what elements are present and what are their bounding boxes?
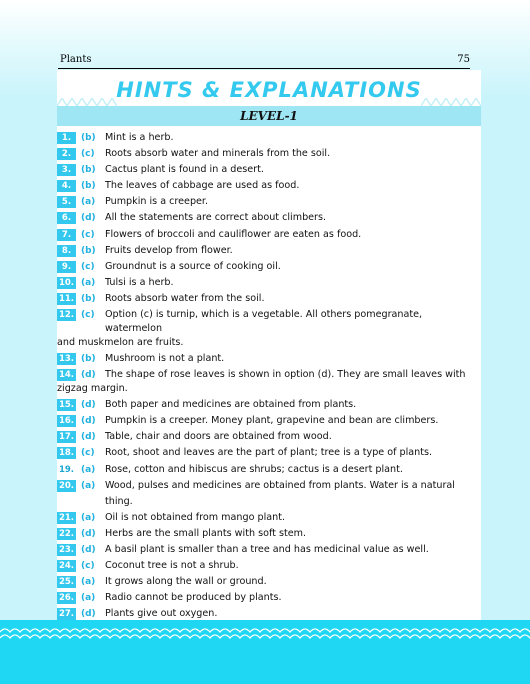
answer-item: [57, 259, 481, 275]
question-number-badge: 11.: [58, 293, 75, 304]
question-number-badge: 24.: [58, 561, 75, 572]
question-number-badge: 15.: [58, 400, 75, 411]
answer-item: [57, 275, 481, 291]
answer-item: [57, 291, 481, 307]
page-header: [58, 54, 470, 68]
explanation-continuation: zigzag margin.: [57, 383, 128, 395]
question-number-badge: 25.: [58, 577, 75, 588]
answer-option: (d): [81, 370, 96, 381]
explanation-text: It grows along the wall or ground.: [105, 576, 267, 588]
question-number-badge: 9.: [57, 261, 76, 273]
answer-item: [57, 574, 481, 590]
explanation-text: Roots absorb water and minerals from the soil.: [105, 148, 331, 160]
explanation-text: Cactus plant is found in a desert.: [105, 164, 264, 176]
explanation-text: Flowers of broccoli and cauliflower are eaten as food.: [105, 228, 362, 240]
answer-option: (b): [81, 245, 96, 256]
explanation-text: Coconut tree is not a shrub.: [105, 560, 239, 572]
explanation-text: Root, shoot and leaves are the part of plant; tree is a type of plants.: [105, 447, 433, 459]
answer-option: (c): [81, 561, 95, 572]
explanation-text: Plants give out oxygen.: [105, 608, 218, 620]
answer-option: (c): [81, 448, 95, 459]
answer-item: [57, 162, 481, 178]
question-number-badge: 12.: [58, 310, 75, 321]
explanation-text: Oil is not obtained from mango plant.: [105, 511, 286, 523]
question-number-badge: 16.: [58, 416, 75, 427]
explanation-text: Wood, pulses and medicines are obtained from plants. Water is a natural thing.: [105, 479, 455, 507]
explanation-text: The leaves of cabbage are used as food.: [105, 180, 300, 192]
left-margin-band: [0, 98, 57, 630]
zigzag-ornament-right: [421, 98, 481, 106]
header-rule: [58, 68, 470, 69]
answer-option: (d): [81, 416, 96, 427]
question-number-badge: 4.: [57, 180, 76, 192]
question-number-badge: 21.: [58, 512, 75, 523]
chapter-name: Plants: [60, 54, 92, 65]
explanation-text: Groundnut is a source of cooking oil.: [105, 260, 281, 272]
explanation-text: Fruits develop from flower.: [105, 244, 233, 256]
explanation-text: Mint is a herb.: [105, 132, 174, 143]
explanation-text: Rose, cotton and hibiscus are shrubs; cactus is a desert plant.: [105, 463, 403, 475]
question-number-badge: 27.: [58, 609, 75, 620]
answer-option: (b): [81, 181, 96, 192]
question-number-badge: 2.: [57, 148, 76, 160]
explanation-text: Herbs are the small plants with soft stem.: [105, 527, 307, 539]
explanation-text: Radio cannot be produced by plants.: [105, 592, 282, 604]
question-number-badge: 13.: [58, 354, 75, 365]
answer-item: [57, 478, 481, 510]
answer-item: [57, 227, 481, 243]
explanation-text: Pumpkin is a creeper. Money plant, grapevine and bean are climbers.: [105, 415, 439, 427]
question-number-badge: 19.: [58, 464, 75, 475]
answer-item: [57, 590, 481, 606]
question-number-badge: 6.: [57, 212, 76, 224]
answer-option: (a): [81, 577, 96, 588]
answer-option: (b): [81, 293, 96, 304]
explanation-text: Option (c) is turnip, which is a vegetable. All others pomegranate, watermelon: [105, 309, 423, 335]
explanation-text: Table, chair and doors are obtained from wood.: [105, 431, 332, 443]
answer-option: (a): [81, 197, 96, 208]
wave-decoration: [0, 620, 530, 684]
answer-item: [57, 542, 481, 558]
answer-item: [57, 351, 481, 367]
explanation-text: Tulsi is a herb.: [105, 276, 174, 288]
answer-item: [57, 462, 481, 478]
answer-item: [57, 558, 481, 574]
answer-item: [57, 510, 481, 526]
page-number: 75: [457, 54, 470, 65]
answer-item: [57, 367, 481, 397]
question-number-badge: 17.: [58, 432, 75, 443]
answer-option: (c): [81, 310, 95, 321]
page-title: HINTS & EXPLANATIONS: [116, 78, 422, 102]
answer-item: [57, 130, 481, 146]
question-number-badge: 3.: [57, 164, 76, 176]
answer-option: (a): [81, 480, 96, 491]
answer-item: [57, 210, 481, 226]
explanation-text: The shape of rose leaves is shown in option (d). They are small leaves with: [105, 369, 466, 381]
answer-option: (c): [81, 229, 95, 240]
question-number-badge: 8.: [57, 245, 76, 257]
question-number-badge: 26.: [58, 593, 75, 604]
answer-option: (a): [81, 512, 96, 523]
answer-item: [57, 194, 481, 210]
answer-item: [57, 413, 481, 429]
answer-option: (d): [81, 544, 96, 555]
explanation-text: All the statements are correct about climbers.: [105, 212, 327, 224]
answer-option: (d): [81, 528, 96, 539]
answer-item: [57, 146, 481, 162]
answer-option: (a): [81, 464, 96, 475]
explanation-text: Both paper and medicines are obtained from plants.: [105, 399, 357, 411]
answer-item: [57, 397, 481, 413]
answer-item: [57, 429, 481, 445]
right-margin-band: [480, 98, 530, 630]
answer-option: (a): [81, 277, 96, 288]
answer-item: [57, 445, 481, 461]
answer-option: (a): [81, 593, 96, 604]
answer-option: (d): [81, 432, 96, 443]
question-number-badge: 22.: [58, 528, 75, 539]
answer-option: (b): [81, 133, 96, 143]
question-number-badge: 20.: [58, 480, 75, 491]
question-number-badge: 7.: [57, 229, 76, 241]
level-heading: LEVEL-1: [57, 106, 481, 126]
explanation-continuation: and muskmelon are fruits.: [57, 337, 184, 349]
bottom-wave-band: [0, 620, 530, 684]
answer-option: (d): [81, 213, 96, 224]
explanation-text: Pumpkin is a creeper.: [105, 196, 209, 208]
zigzag-ornament-left: [57, 98, 117, 106]
answer-option: (d): [81, 609, 96, 620]
answer-item: [57, 178, 481, 194]
answer-option: (d): [81, 400, 96, 411]
question-number-badge: 5.: [57, 196, 76, 208]
answer-item: [57, 307, 481, 351]
answer-option: (b): [81, 354, 96, 365]
question-number-badge: 23.: [58, 544, 75, 555]
explanation-text: A basil plant is smaller than a tree and has medicinal value as well.: [105, 543, 429, 555]
question-number-badge: 10.: [58, 277, 75, 288]
answer-option: (c): [81, 261, 95, 272]
question-number-badge: 18.: [58, 448, 75, 459]
answer-option: (c): [81, 149, 95, 160]
answer-list: [57, 130, 481, 639]
answer-item: [57, 526, 481, 542]
explanation-text: Mushroom is not a plant.: [105, 353, 225, 365]
answer-item: [57, 243, 481, 259]
explanation-text: Roots absorb water from the soil.: [105, 292, 265, 304]
content-panel: [57, 70, 481, 620]
question-number-badge: 14.: [58, 370, 75, 381]
question-number-badge: 1.: [57, 132, 76, 144]
answer-option: (b): [81, 165, 96, 176]
